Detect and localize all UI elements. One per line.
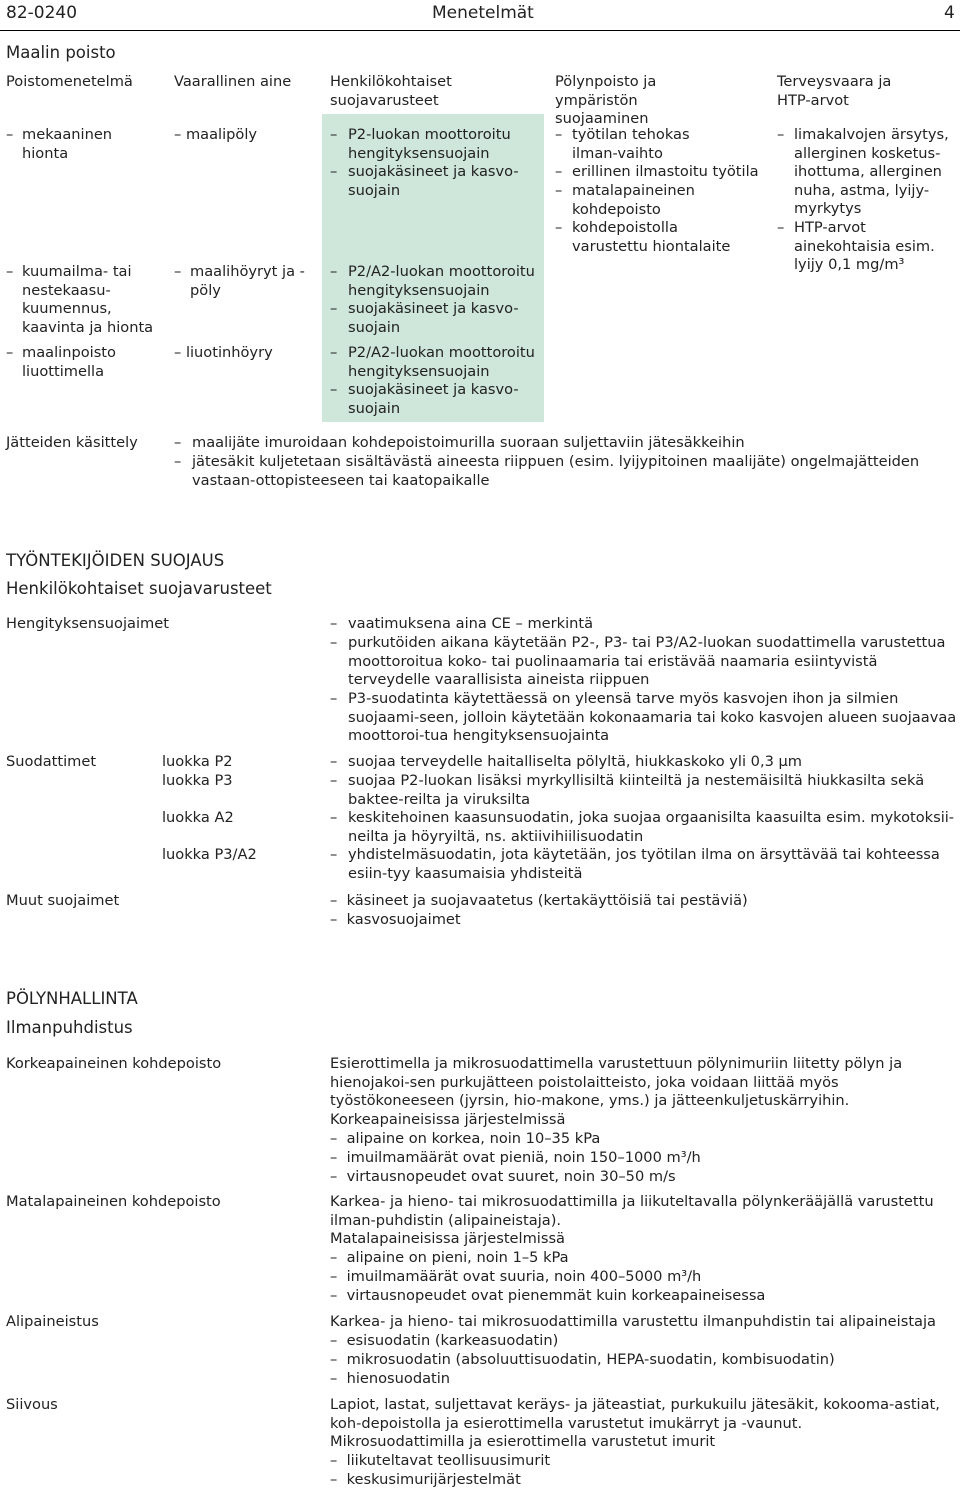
section-subtitle-ppe: Henkilökohtaiset suojavarusteet bbox=[6, 579, 272, 598]
filter-item: – bbox=[330, 846, 338, 863]
filter-item: – bbox=[330, 753, 338, 770]
other-ppe-item: – kasvosuojaimet bbox=[330, 911, 461, 928]
other-ppe-item: – käsineet ja suojavaatetus (kertakäyttöisiä tai pestäviä) bbox=[330, 892, 748, 909]
lp-text: Karkea- ja hieno- tai mikrosuodattimilla ja liikuteltavalla pölynkerääjällä varustettu ilman-puhdistin (alipaineistaja). bbox=[330, 1193, 934, 1229]
filters-label: Suodattimet bbox=[6, 753, 97, 770]
col-header-health: Terveysvaara ja HTP-arvot bbox=[777, 73, 892, 109]
filter-item: suojaa terveydelle haitalliselta pölyltä, hiukkaskoko yli 0,3 µm bbox=[348, 753, 803, 770]
filter-class: luokka P2 bbox=[162, 753, 233, 770]
dust-item: erillinen ilmastoitu työtila bbox=[572, 163, 759, 180]
doc-section-title: Menetelmät bbox=[432, 3, 534, 23]
method-item: – bbox=[6, 263, 14, 280]
filter-class: luokka A2 bbox=[162, 809, 234, 826]
ppe-item: suojakäsineet ja kasvo-suojain bbox=[348, 163, 519, 199]
lp-item: – imuilmamäärät ovat suuria, noin 400–5000 m³/h bbox=[330, 1268, 702, 1285]
waste-item: maalijäte imuroidaan kohdepoistoimurilla suoraan suljettaviin jätesäkkeihin bbox=[192, 434, 745, 451]
hp-label: Korkeapaineinen kohdepoisto bbox=[6, 1055, 222, 1072]
ppe-item: – bbox=[330, 163, 338, 180]
cl-item: – keskusimurijärjestelmät bbox=[330, 1471, 521, 1488]
waste-item: – bbox=[174, 434, 182, 451]
hazard-item: – maalipöly bbox=[174, 126, 258, 143]
other-ppe-label: Muut suojaimet bbox=[6, 892, 120, 909]
ppe-item: – bbox=[330, 300, 338, 317]
lp-sys: Matalapaineisissa järjestelmissä bbox=[330, 1230, 565, 1247]
ppe-item: suojakäsineet ja kasvo-suojain bbox=[348, 300, 519, 336]
hazard-item: maalihöyryt ja -pöly bbox=[190, 263, 305, 299]
hp-item: – alipaine on korkea, noin 10–35 kPa bbox=[330, 1130, 601, 1147]
dust-item: työtilan tehokas ilman-vaihto bbox=[572, 126, 690, 162]
hp-item: – virtausnopeudet ovat suuret, noin 30–50 m/s bbox=[330, 1168, 676, 1185]
lp-item: – alipaine on pieni, noin 1–5 kPa bbox=[330, 1249, 569, 1266]
ppe-item: – bbox=[330, 344, 338, 361]
dust-item: – bbox=[555, 163, 563, 180]
ppe-item: P2/A2-luokan moottoroitu hengityksensuojain bbox=[348, 263, 535, 299]
lp-item: – virtausnopeudet ovat pienemmät kuin korkeapaineisessa bbox=[330, 1287, 766, 1304]
method-item: maalinpoisto liuottimella bbox=[22, 344, 116, 380]
cl-item: – liikuteltavat teollisuusimurit bbox=[330, 1452, 551, 1469]
dust-item: – bbox=[555, 219, 563, 236]
section-title-worker-protection: TYÖNTEKIJÖIDEN SUOJAUS bbox=[6, 551, 225, 570]
filter-class: luokka P3/A2 bbox=[162, 846, 257, 863]
section-title-paint-removal: Maalin poisto bbox=[6, 43, 116, 62]
cl-sys: Mikrosuodattimilla ja esierottimella varustetut imurit bbox=[330, 1433, 716, 1450]
cl-label: Siivous bbox=[6, 1396, 58, 1413]
waste-item: – bbox=[174, 453, 182, 470]
resp-item: – bbox=[330, 634, 338, 651]
hp-sys: Korkeapaineisissa järjestelmissä bbox=[330, 1111, 566, 1128]
resp-item: vaatimuksena aina CE – merkintä bbox=[348, 615, 594, 632]
doc-code: 82-0240 bbox=[6, 3, 78, 23]
lp-label: Matalapaineinen kohdepoisto bbox=[6, 1193, 221, 1210]
dust-item: matalapaineinen kohdepoisto bbox=[572, 182, 695, 218]
ap-item: – mikrosuodatin (absoluuttisuodatin, HEPA-suodatin, kombisuodatin) bbox=[330, 1351, 835, 1368]
method-item: mekaaninen hionta bbox=[22, 126, 113, 162]
method-item: – bbox=[6, 126, 14, 143]
section-subtitle-air-cleaning: Ilmanpuhdistus bbox=[6, 1018, 133, 1037]
filter-item: suojaa P2-luokan lisäksi myrkyllisiltä kiinteiltä ja nestemäisiltä hiukkasilta sekä baktee-reilta ja viruksilta bbox=[348, 772, 925, 808]
hp-text: Esierottimella ja mikrosuodattimella varustettuun pölynimuriin liitetty pölyn ja hienojakoi-sen purkujätteen poistolaitteisto, joka voidaan liittää myös työstökoneeseen (jyrsin, hio-makone, yms.) ja jätteenkuljetuskärryihin. bbox=[330, 1055, 903, 1110]
health-item: – bbox=[777, 219, 785, 236]
method-item: – bbox=[6, 344, 14, 361]
dust-item: kohdepoistolla varustettu hiontalaite bbox=[572, 219, 731, 255]
health-item: HTP-arvot ainekohtaisia esim. lyijy 0,1 mg/m³ bbox=[794, 219, 935, 274]
ap-label: Alipaineistus bbox=[6, 1313, 99, 1330]
dust-item: – bbox=[555, 126, 563, 143]
resp-item: – bbox=[330, 615, 338, 632]
resp-item: – bbox=[330, 690, 338, 707]
header-rule bbox=[0, 30, 960, 31]
health-item: limakalvojen ärsytys, allerginen kosketus-ihottuma, allerginen nuha, astma, lyijy-myrkytys bbox=[794, 126, 949, 218]
hp-item: – imuilmamäärät ovat pieniä, noin 150–1000 m³/h bbox=[330, 1149, 701, 1166]
health-item: – bbox=[777, 126, 785, 143]
filter-item: yhdistelmäsuodatin, jota käytetään, jos työtilan ilma on ärsyttävää tai kohteessa esiin-tyy kaasumaisia yhdisteitä bbox=[348, 846, 940, 882]
waste-item: jätesäkit kuljetetaan sisältävästä aineesta riippuen (esim. lyijypitoinen maalijäte) ongelmajätteiden vastaan-ottopisteeseen tai kaatopaikalle bbox=[192, 453, 920, 489]
method-item: kuumailma- tai nestekaasu-kuumennus, kaavinta ja hionta bbox=[22, 263, 154, 336]
hazard-item: – bbox=[174, 263, 182, 280]
waste-label: Jätteiden käsittely bbox=[6, 434, 138, 451]
ppe-item: P2-luokan moottoroitu hengityksensuojain bbox=[348, 126, 511, 162]
col-header-method: Poistomenetelmä bbox=[6, 73, 133, 90]
page-number: 4 bbox=[944, 3, 955, 23]
cl-text: Lapiot, lastat, suljettavat keräys- ja jäteastiat, purkukuilu jätesäkit, kokooma-astiat, koh-depoistolla ja esierottimella varustetut imukärryt ja -vaunut. bbox=[330, 1396, 940, 1432]
dust-item: – bbox=[555, 182, 563, 199]
filter-item: keskitehoinen kaasunsuodatin, joka suojaa orgaanisilta kaasuilta esim. mykotoksii-neilta ja höyryiltä, ns. aktiivihiilisuodatin bbox=[348, 809, 955, 845]
ap-item: – hienosuodatin bbox=[330, 1370, 451, 1387]
filter-item: – bbox=[330, 772, 338, 789]
col-header-hazard: Vaarallinen aine bbox=[174, 73, 292, 90]
resp-item: P3-suodatinta käytettäessä on yleensä tarve myös kasvojen ihon ja silmien suojaami-seen, jolloin käytetään kokonaamaria tai koko kasvojen alueen suojaavaa moottoroi-tua hengityksensuojainta bbox=[348, 690, 957, 745]
resp-label: Hengityksensuojaimet bbox=[6, 615, 169, 632]
hazard-item: – liuotinhöyry bbox=[174, 344, 273, 361]
ppe-item: suojakäsineet ja kasvo-suojain bbox=[348, 381, 519, 417]
ppe-item: – bbox=[330, 263, 338, 280]
ap-text: Karkea- ja hieno- tai mikrosuodattimilla varustettu ilmanpuhdistin tai alipaineistaja bbox=[330, 1313, 936, 1330]
resp-item: purkutöiden aikana käytetään P2-, P3- tai P3/A2-luokan suodattimella varustettua moottoroitua koko- tai puolinaamaria tai eristävää naamaria esiintyvistä terveydelle vaarallisista aineista riippuen bbox=[348, 634, 946, 689]
filter-item: – bbox=[330, 809, 338, 826]
section-title-dust-control: PÖLYNHALLINTA bbox=[6, 989, 138, 1008]
col-header-dust: Pölynpoisto ja ympäristön suojaaminen bbox=[555, 73, 657, 128]
ppe-item: – bbox=[330, 126, 338, 143]
ap-item: – esisuodatin (karkeasuodatin) bbox=[330, 1332, 559, 1349]
col-header-ppe: Henkilökohtaiset suojavarusteet bbox=[330, 73, 452, 109]
ppe-item: – bbox=[330, 381, 338, 398]
ppe-item: P2/A2-luokan moottoroitu hengityksensuojain bbox=[348, 344, 535, 380]
filter-class: luokka P3 bbox=[162, 772, 233, 789]
